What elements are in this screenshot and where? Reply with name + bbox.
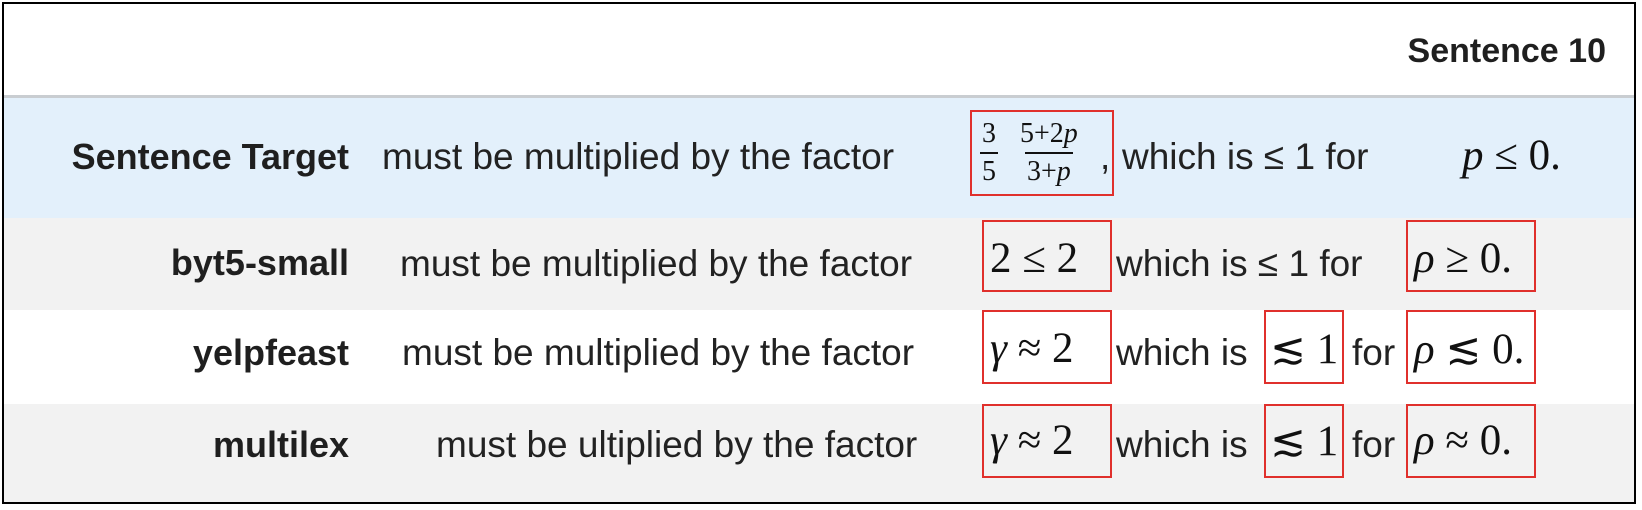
sentence-for: for bbox=[1352, 424, 1396, 465]
condition-math bbox=[1414, 416, 1512, 465]
row-label: byt5-small bbox=[170, 242, 349, 283]
table-header bbox=[4, 4, 1634, 98]
fraction-numerator bbox=[1018, 120, 1080, 152]
sentence-middle: which is ≤ 1 for bbox=[1122, 136, 1369, 177]
condition-var: ρ bbox=[1414, 326, 1435, 373]
sentence-prefix: must be ultiplied by the factor bbox=[436, 424, 918, 465]
sentence-which: which is bbox=[1116, 332, 1248, 373]
condition-rest: ≲ 0. bbox=[1434, 326, 1525, 373]
comparison-table bbox=[2, 2, 1636, 504]
condition-math bbox=[1414, 324, 1524, 374]
condition-var: ρ bbox=[1414, 417, 1435, 464]
condition-rest: ≈ 0. bbox=[1434, 417, 1512, 464]
bound-math: ≲ 1 bbox=[1270, 418, 1339, 465]
factor-math: 2 ≤ 2 bbox=[990, 235, 1079, 282]
fraction-p-ratio bbox=[1018, 120, 1080, 186]
fraction-denominator: 5 bbox=[980, 152, 998, 186]
sentence-prefix: must be multiplied by the factor bbox=[400, 243, 913, 284]
factor-var: γ bbox=[990, 325, 1007, 372]
table-row-byt5-small bbox=[4, 218, 1634, 310]
condition-rest: ≤ 0. bbox=[1483, 132, 1561, 179]
fraction-three-fifths bbox=[980, 120, 998, 186]
sentence-for: for bbox=[1352, 332, 1396, 373]
sentence-which: which is bbox=[1116, 424, 1248, 465]
row-label: multilex bbox=[212, 424, 349, 465]
condition-var: ρ bbox=[1414, 235, 1435, 282]
condition-math bbox=[1414, 234, 1512, 283]
comma: , bbox=[1100, 136, 1111, 177]
sentence-middle: which is ≤ 1 for bbox=[1116, 243, 1363, 284]
denominator-text: 3+ bbox=[1027, 156, 1057, 187]
numerator-text: 5+2 bbox=[1020, 118, 1064, 149]
numerator-var: p bbox=[1063, 118, 1078, 149]
sentence-prefix: must be multiplied by the factor bbox=[402, 332, 915, 373]
table-row-sentence-target bbox=[4, 98, 1634, 218]
factor-math bbox=[990, 324, 1074, 373]
factor-rest: ≈ 2 bbox=[1006, 325, 1074, 372]
condition-rest: ≥ 0. bbox=[1434, 235, 1512, 282]
table-row-multilex bbox=[4, 404, 1634, 504]
factor-var: γ bbox=[990, 417, 1007, 464]
bound-math: ≲ 1 bbox=[1270, 326, 1339, 373]
denominator-var: p bbox=[1056, 156, 1071, 187]
fraction-numerator: 3 bbox=[982, 118, 996, 149]
table-row-yelpfeast bbox=[4, 310, 1634, 404]
row-label: Sentence Target bbox=[71, 136, 349, 177]
condition-var: p bbox=[1462, 132, 1484, 179]
sentence-prefix: must be multiplied by the factor bbox=[382, 136, 895, 177]
column-title: Sentence 10 bbox=[1407, 32, 1606, 70]
fraction-denominator bbox=[1025, 152, 1073, 186]
factor-rest: ≈ 2 bbox=[1006, 417, 1074, 464]
factor-math bbox=[990, 416, 1074, 465]
row-label: yelpfeast bbox=[192, 332, 349, 373]
condition-math bbox=[1462, 131, 1561, 180]
